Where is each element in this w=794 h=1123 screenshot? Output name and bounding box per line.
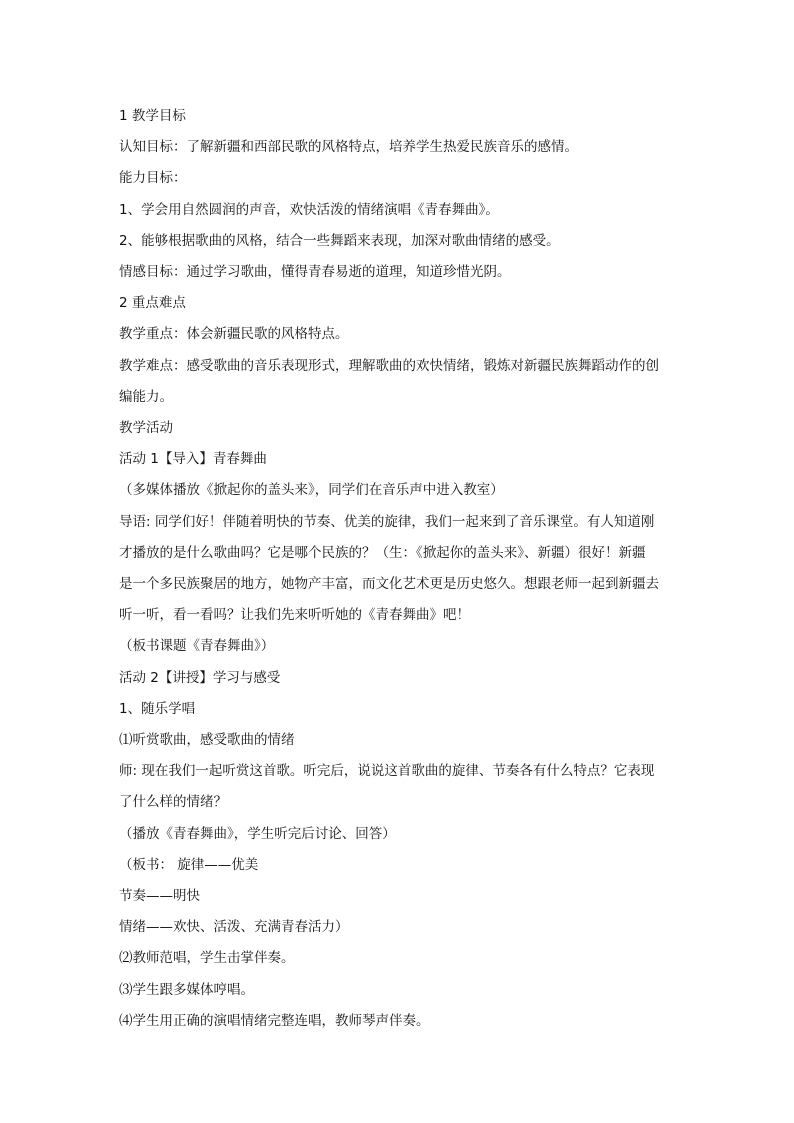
paragraph-play-note: （播放《青春舞曲》，学生听完后讨论、回答） bbox=[119, 825, 396, 842]
paragraph-teaching-difficulty-line-2: 编能力。 bbox=[119, 388, 173, 405]
paragraph-intro-line-2: 才播放的是什么歌曲吗？它是哪个民族的？（生：《掀起你的盖头来》、新疆）很好！新疆 bbox=[119, 544, 646, 561]
section-heading-activities: 教学活动 bbox=[119, 420, 173, 437]
paragraph-intro-line-4: 听一听，看一看吗？让我们先来听听她的《青春舞曲》吧！ bbox=[119, 607, 470, 624]
paragraph-intro-line-1: 导语: 同学们好！伴随着明快的节奏、优美的旋律，我们一起来到了音乐课堂。有人知道刚 bbox=[119, 513, 655, 530]
paragraph-substep-3: ⑶学生跟多媒体哼唱。 bbox=[119, 981, 254, 998]
activity-1-heading: 活动 1【导入】青春舞曲 bbox=[119, 451, 267, 468]
paragraph-ability-goal-label: 能力目标： bbox=[119, 170, 187, 187]
paragraph-multimedia-note: （多媒体播放《掀起你的盖头来》，同学们在音乐声中进入教室） bbox=[119, 482, 504, 499]
paragraph-blackboard-title: （板书课题《青春舞曲》） bbox=[119, 638, 275, 655]
paragraph-intro-line-3: 是一个多民族聚居的地方，她物产丰富，而文化艺术更是历史悠久。想跟老师一起到新疆去 bbox=[119, 576, 659, 593]
activity-2-heading: 活动 2【讲授】学习与感受 bbox=[119, 669, 281, 686]
paragraph-blackboard-melody: （板书： 旋律——优美 bbox=[119, 856, 259, 873]
paragraph-teacher-line-2: 了什么样的情绪？ bbox=[119, 794, 227, 811]
paragraph-cognitive-goal: 认知目标：了解新疆和西部民歌的风格特点，培养学生热爱民族音乐的感情。 bbox=[119, 139, 578, 156]
paragraph-teaching-focus: 教学重点：体会新疆民歌的风格特点。 bbox=[119, 326, 349, 343]
section-heading-teaching-goals: 1 教学目标 bbox=[119, 108, 186, 124]
paragraph-teaching-difficulty-line-1: 教学难点：感受歌曲的音乐表现形式，理解歌曲的欢快情绪，锻炼对新疆民族舞蹈动作的创 bbox=[119, 357, 659, 374]
paragraph-substep-1: ⑴听赏歌曲，感受歌曲的情绪 bbox=[119, 732, 295, 749]
paragraph-step-1: 1、随乐学唱 bbox=[119, 700, 196, 717]
paragraph-ability-goal-2: 2、能够根据歌曲的风格，结合一些舞蹈来表现，加深对歌曲情绪的感受。 bbox=[119, 232, 560, 249]
paragraph-blackboard-emotion: 情绪——欢快、活泼、充满青春活力） bbox=[119, 919, 349, 936]
paragraph-emotion-goal: 情感目标：通过学习歌曲，懂得青春易逝的道理，知道珍惜光阴。 bbox=[119, 264, 511, 281]
paragraph-substep-2: ⑵教师范唱，学生击掌伴奏。 bbox=[119, 950, 295, 967]
document-body bbox=[119, 101, 679, 1037]
section-heading-key-points: 2 重点难点 bbox=[119, 295, 186, 312]
paragraph-substep-4: ⑷学生用正确的演唱情绪完整连唱，教师琴声伴奏。 bbox=[119, 1012, 430, 1029]
paragraph-ability-goal-1: 1、学会用自然圆润的声音，欢快活泼的情绪演唱《青春舞曲》。 bbox=[119, 201, 499, 218]
paragraph-teacher-line-1: 师: 现在我们一起听赏这首歌。听完后，说说这首歌曲的旋律、节奏各有什么特点？它表现 bbox=[119, 763, 655, 780]
paragraph-blackboard-rhythm: 节奏——明快 bbox=[119, 888, 200, 905]
